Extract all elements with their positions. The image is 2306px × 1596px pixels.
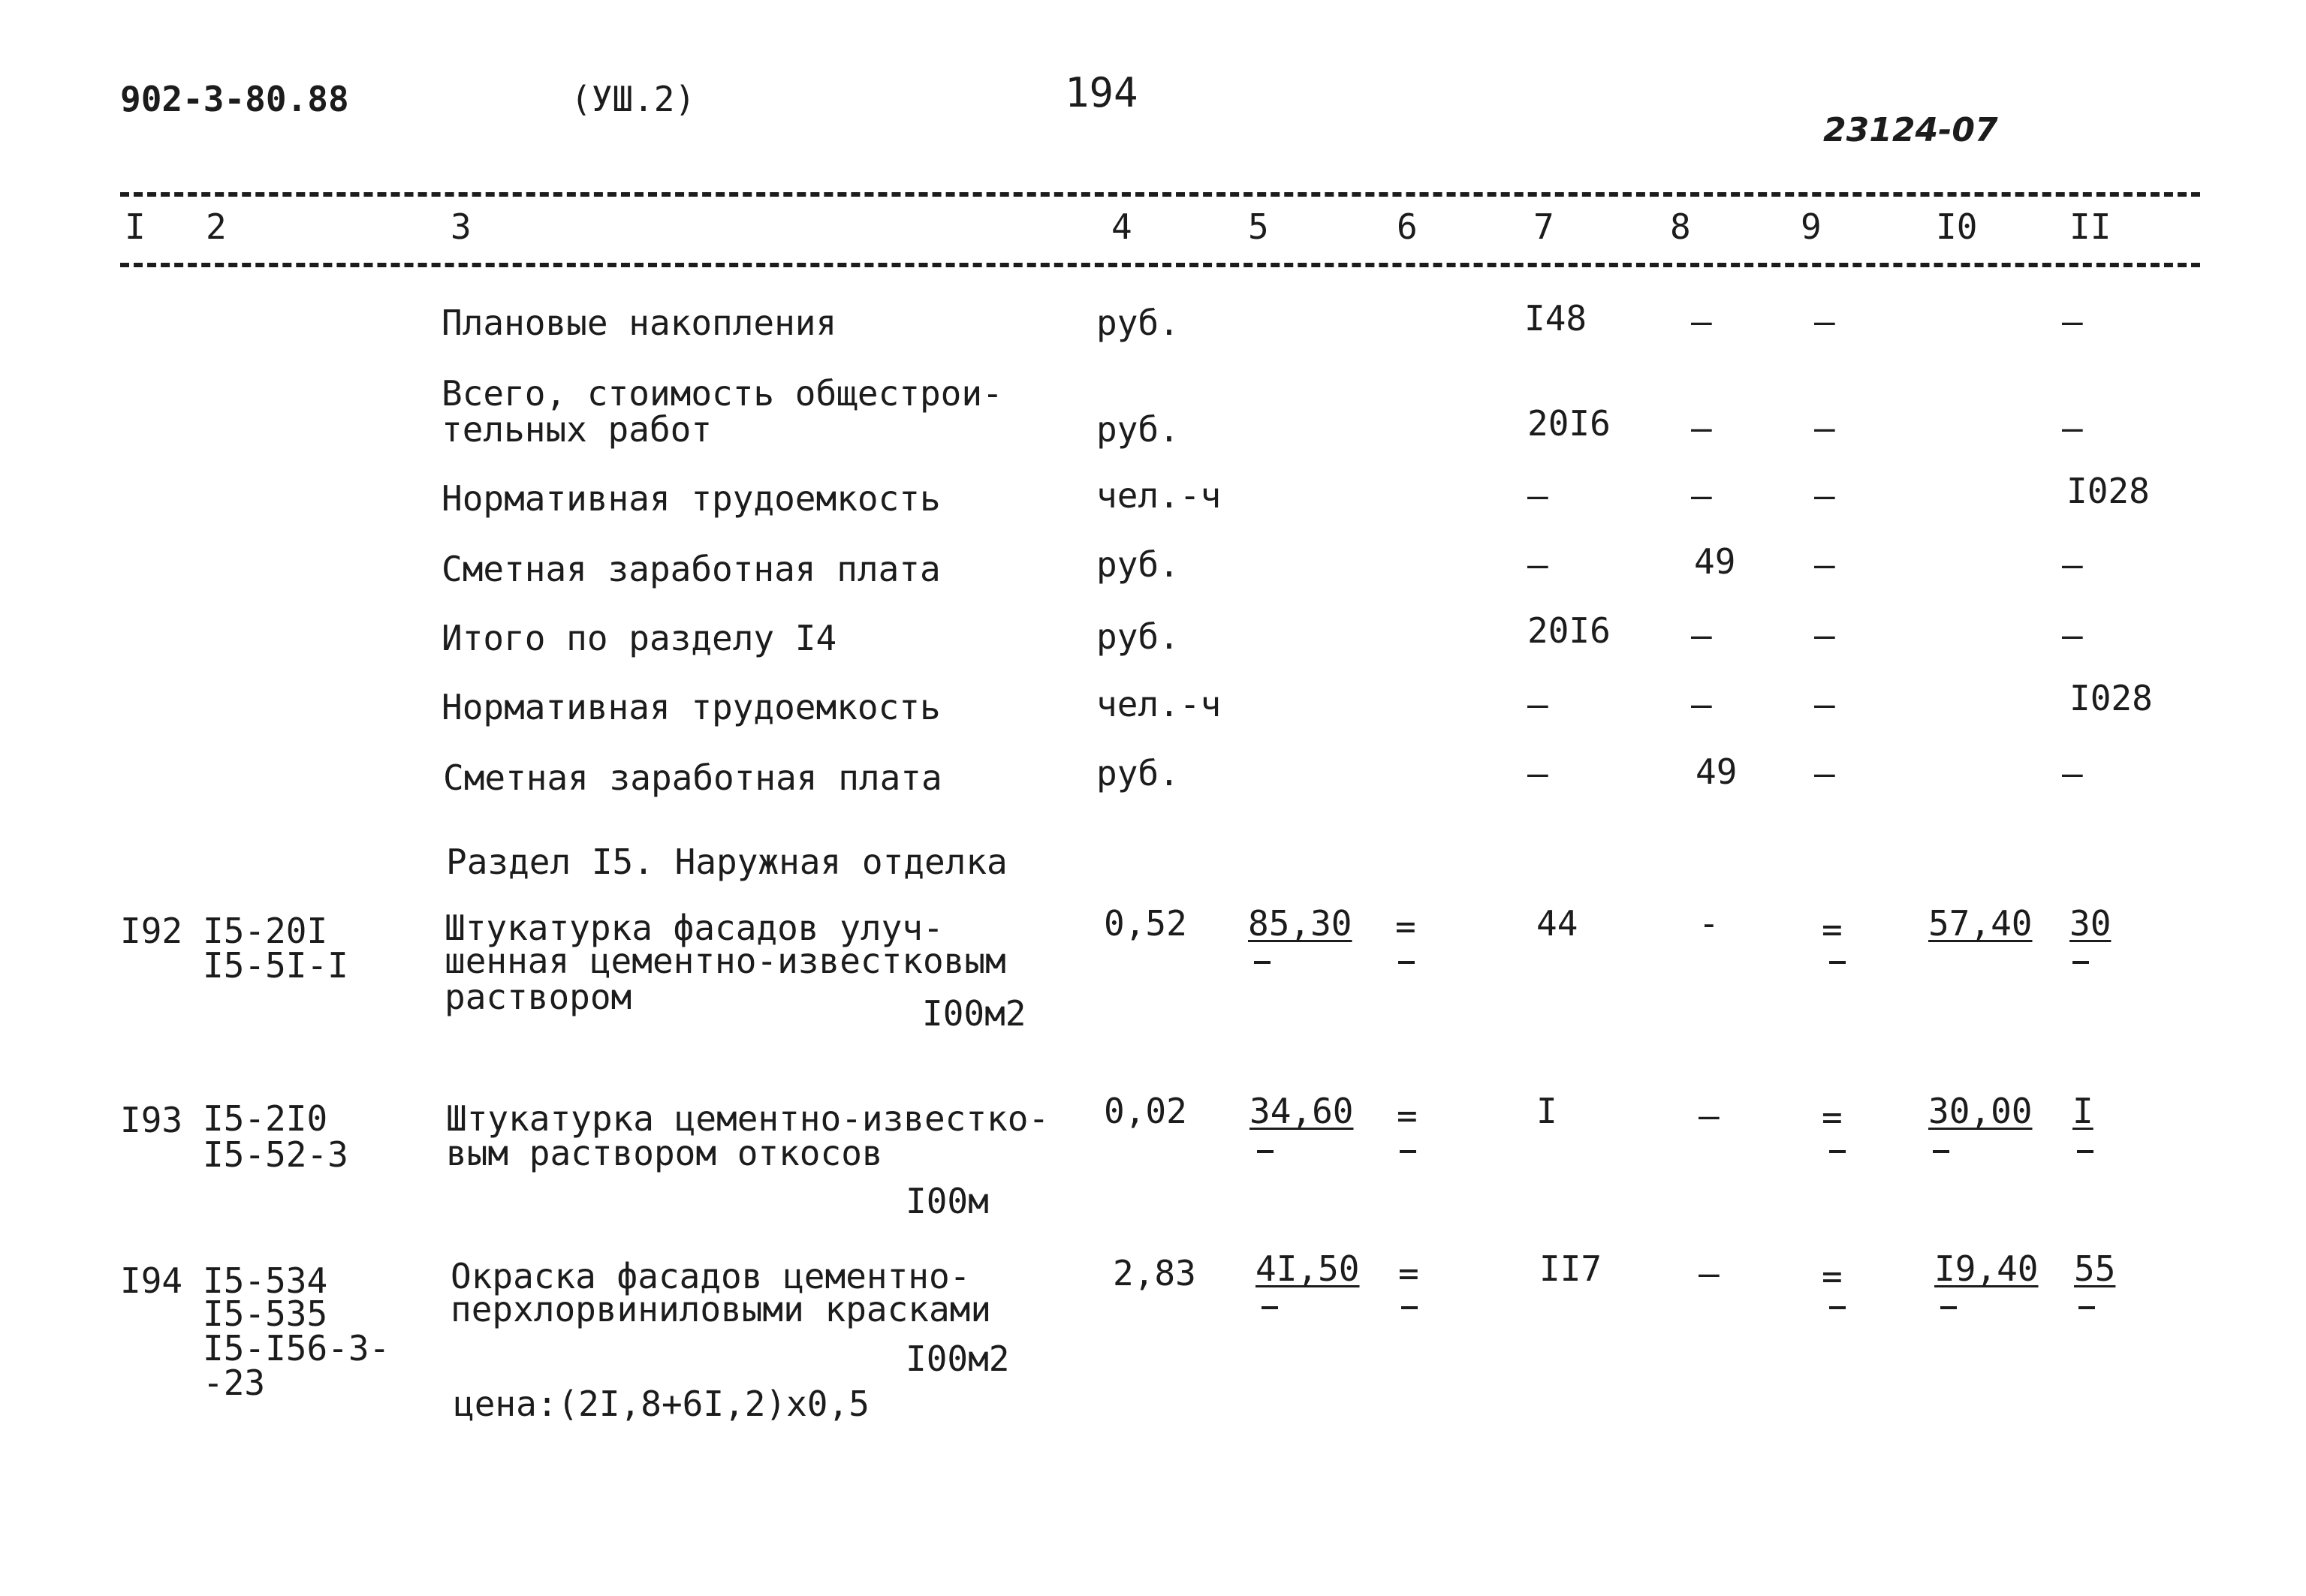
price-tick-mark (1254, 961, 1271, 964)
row-unit: руб. (1096, 616, 1180, 657)
row-name: Итого по разделу I4 (442, 618, 837, 658)
item-description-line: вым раствором откосов (446, 1133, 883, 1173)
item-description-line: Штукатурка фасадов улуч- (445, 908, 944, 948)
cell-col7: 20I6 (1527, 610, 1611, 651)
item-description-line: Окраска фасадов цементно- (451, 1256, 971, 1296)
price-tick-mark (1262, 1306, 1278, 1309)
cell-col11: – (2062, 544, 2083, 585)
item-unit: I00м (906, 1181, 989, 1221)
item-code: I5-535 (203, 1293, 328, 1334)
cell-col9: – (1814, 301, 1835, 342)
cell-col6: = (1397, 1095, 1418, 1136)
row-name-line: Всего, стоимость общестрои- (442, 373, 1003, 414)
section-reference: (УШ.2) (571, 79, 696, 119)
column-header: I0 (1936, 206, 1978, 247)
cell-col7: 20I6 (1527, 403, 1611, 444)
item-code: -23 (203, 1363, 266, 1403)
row-name: Плановые накопления (442, 303, 837, 343)
item-unit-price: 85,30 (1248, 903, 1352, 944)
cell-col8: 49 (1696, 751, 1738, 792)
cell-col11: 55 (2074, 1248, 2116, 1289)
price-tick-mark (1257, 1150, 1274, 1153)
section-title: Раздел I5. Наружная отделка (446, 842, 1008, 882)
cell-col8: – (1691, 301, 1712, 342)
cell-col9: – (1814, 544, 1835, 585)
cell-col9: – (1814, 753, 1835, 793)
cell-col9: – (1814, 615, 1835, 655)
item-number: I94 (120, 1260, 183, 1301)
col9-tick-mark (1829, 961, 1846, 964)
item-description-line: Штукатурка цементно-известко- (446, 1098, 1050, 1139)
row-name: Нормативная трудоемкость (442, 478, 941, 519)
cell-col7: 44 (1536, 903, 1578, 944)
col6-tick-mark (1401, 1306, 1418, 1309)
item-code: I5-20I (203, 911, 328, 951)
column-header: 9 (1801, 206, 1822, 247)
column-header: I (125, 206, 146, 247)
row-unit: руб. (1096, 544, 1180, 585)
cell-col9: = (1822, 1097, 1843, 1137)
row-unit: руб. (1096, 303, 1180, 343)
item-unit: I00м2 (906, 1339, 1010, 1379)
item-description-line: шенная цементно-известковым (445, 941, 1006, 981)
column-header: II (2069, 206, 2112, 247)
header-bottom-rule (120, 263, 2200, 267)
cell-col11: I028 (2069, 678, 2153, 718)
cell-col8: – (1699, 1253, 1720, 1293)
item-code: I5-52-3 (203, 1134, 348, 1175)
cell-col6: = (1398, 1253, 1419, 1293)
cell-col8: – (1691, 684, 1712, 724)
col11-tick-mark (2078, 1306, 2095, 1309)
cell-col11: 30 (2069, 903, 2112, 944)
col9-tick-mark (1829, 1150, 1846, 1153)
item-number: I92 (120, 911, 183, 951)
cell-col7: – (1527, 753, 1548, 793)
cell-col9: – (1814, 475, 1835, 516)
cell-col8: – (1691, 475, 1712, 516)
row-unit: чел.-ч (1096, 475, 1222, 516)
cell-col11: I028 (2066, 471, 2150, 511)
cell-col7: II7 (1539, 1248, 1602, 1289)
cell-col8: - (1699, 903, 1720, 944)
col6-tick-mark (1398, 961, 1415, 964)
cell-col8: – (1691, 408, 1712, 448)
col6-tick-mark (1400, 1150, 1416, 1153)
item-code: I5-2I0 (203, 1098, 328, 1139)
row-name: Сметная заработная плата (443, 757, 942, 798)
cell-col7: I48 (1524, 298, 1587, 339)
cell-col11: – (2062, 408, 2083, 448)
cell-col8: – (1699, 1095, 1720, 1136)
cell-col7: – (1527, 475, 1548, 516)
row-name-line: тельных работ (442, 409, 713, 450)
item-quantity: 2,83 (1113, 1253, 1196, 1293)
sheet-code: 23124-07 (1823, 111, 1998, 149)
item-description-line: перхлорвиниловыми красками (451, 1289, 992, 1329)
item-unit-price: 34,60 (1249, 1091, 1354, 1131)
col11-tick-mark (2077, 1150, 2093, 1153)
item-unit-price: 4I,50 (1255, 1248, 1360, 1289)
cell-col11: – (2062, 615, 2083, 655)
cell-col9: – (1814, 408, 1835, 448)
cell-col11: – (2062, 301, 2083, 342)
item-number: I93 (120, 1100, 183, 1140)
cell-col10: 57,40 (1928, 903, 2033, 944)
col10-tick-mark (1940, 1306, 1957, 1309)
col10-tick-mark (1933, 1150, 1949, 1153)
item-code: I5-5I-I (203, 945, 348, 986)
cell-col9: = (1822, 909, 1843, 950)
column-header: 2 (206, 206, 227, 247)
cell-col9: – (1814, 684, 1835, 724)
cell-col7: I (1536, 1091, 1557, 1131)
item-description-line: раствором (445, 977, 632, 1017)
cell-col7: – (1527, 544, 1548, 585)
row-name: Сметная заработная плата (442, 549, 941, 589)
row-unit: чел.-ч (1096, 684, 1222, 724)
column-header: 6 (1397, 206, 1418, 247)
item-code: I5-I56-3- (203, 1328, 390, 1369)
cell-col11: I (2072, 1091, 2093, 1131)
column-header: 7 (1533, 206, 1554, 247)
column-header: 3 (451, 206, 472, 247)
cell-col8: – (1691, 615, 1712, 655)
cell-col10: 30,00 (1928, 1091, 2033, 1131)
column-header: 5 (1248, 206, 1269, 247)
page-number: 194 (1065, 69, 1138, 116)
col11-tick-mark (2072, 961, 2089, 964)
cell-col10: I9,40 (1934, 1248, 2039, 1289)
cell-col6: = (1395, 906, 1416, 947)
item-unit: I00м2 (922, 993, 1026, 1034)
header-top-rule (120, 192, 2200, 197)
cell-col11: – (2062, 753, 2083, 793)
item-code: I5-534 (203, 1260, 328, 1301)
column-header: 4 (1111, 206, 1132, 247)
document-code: 902-3-80.88 (120, 79, 349, 119)
item-quantity: 0,52 (1104, 903, 1187, 944)
row-unit: руб. (1096, 409, 1180, 450)
cell-col9: = (1822, 1256, 1843, 1296)
row-name: Нормативная трудоемкость (442, 687, 941, 727)
item-quantity: 0,02 (1104, 1091, 1187, 1131)
price-note: цена:(2I,8+6I,2)х0,5 (454, 1384, 870, 1424)
column-header: 8 (1670, 206, 1691, 247)
col9-tick-mark (1829, 1306, 1846, 1309)
cell-col7: – (1527, 684, 1548, 724)
row-unit: руб. (1096, 753, 1180, 793)
cell-col8: 49 (1694, 541, 1736, 582)
